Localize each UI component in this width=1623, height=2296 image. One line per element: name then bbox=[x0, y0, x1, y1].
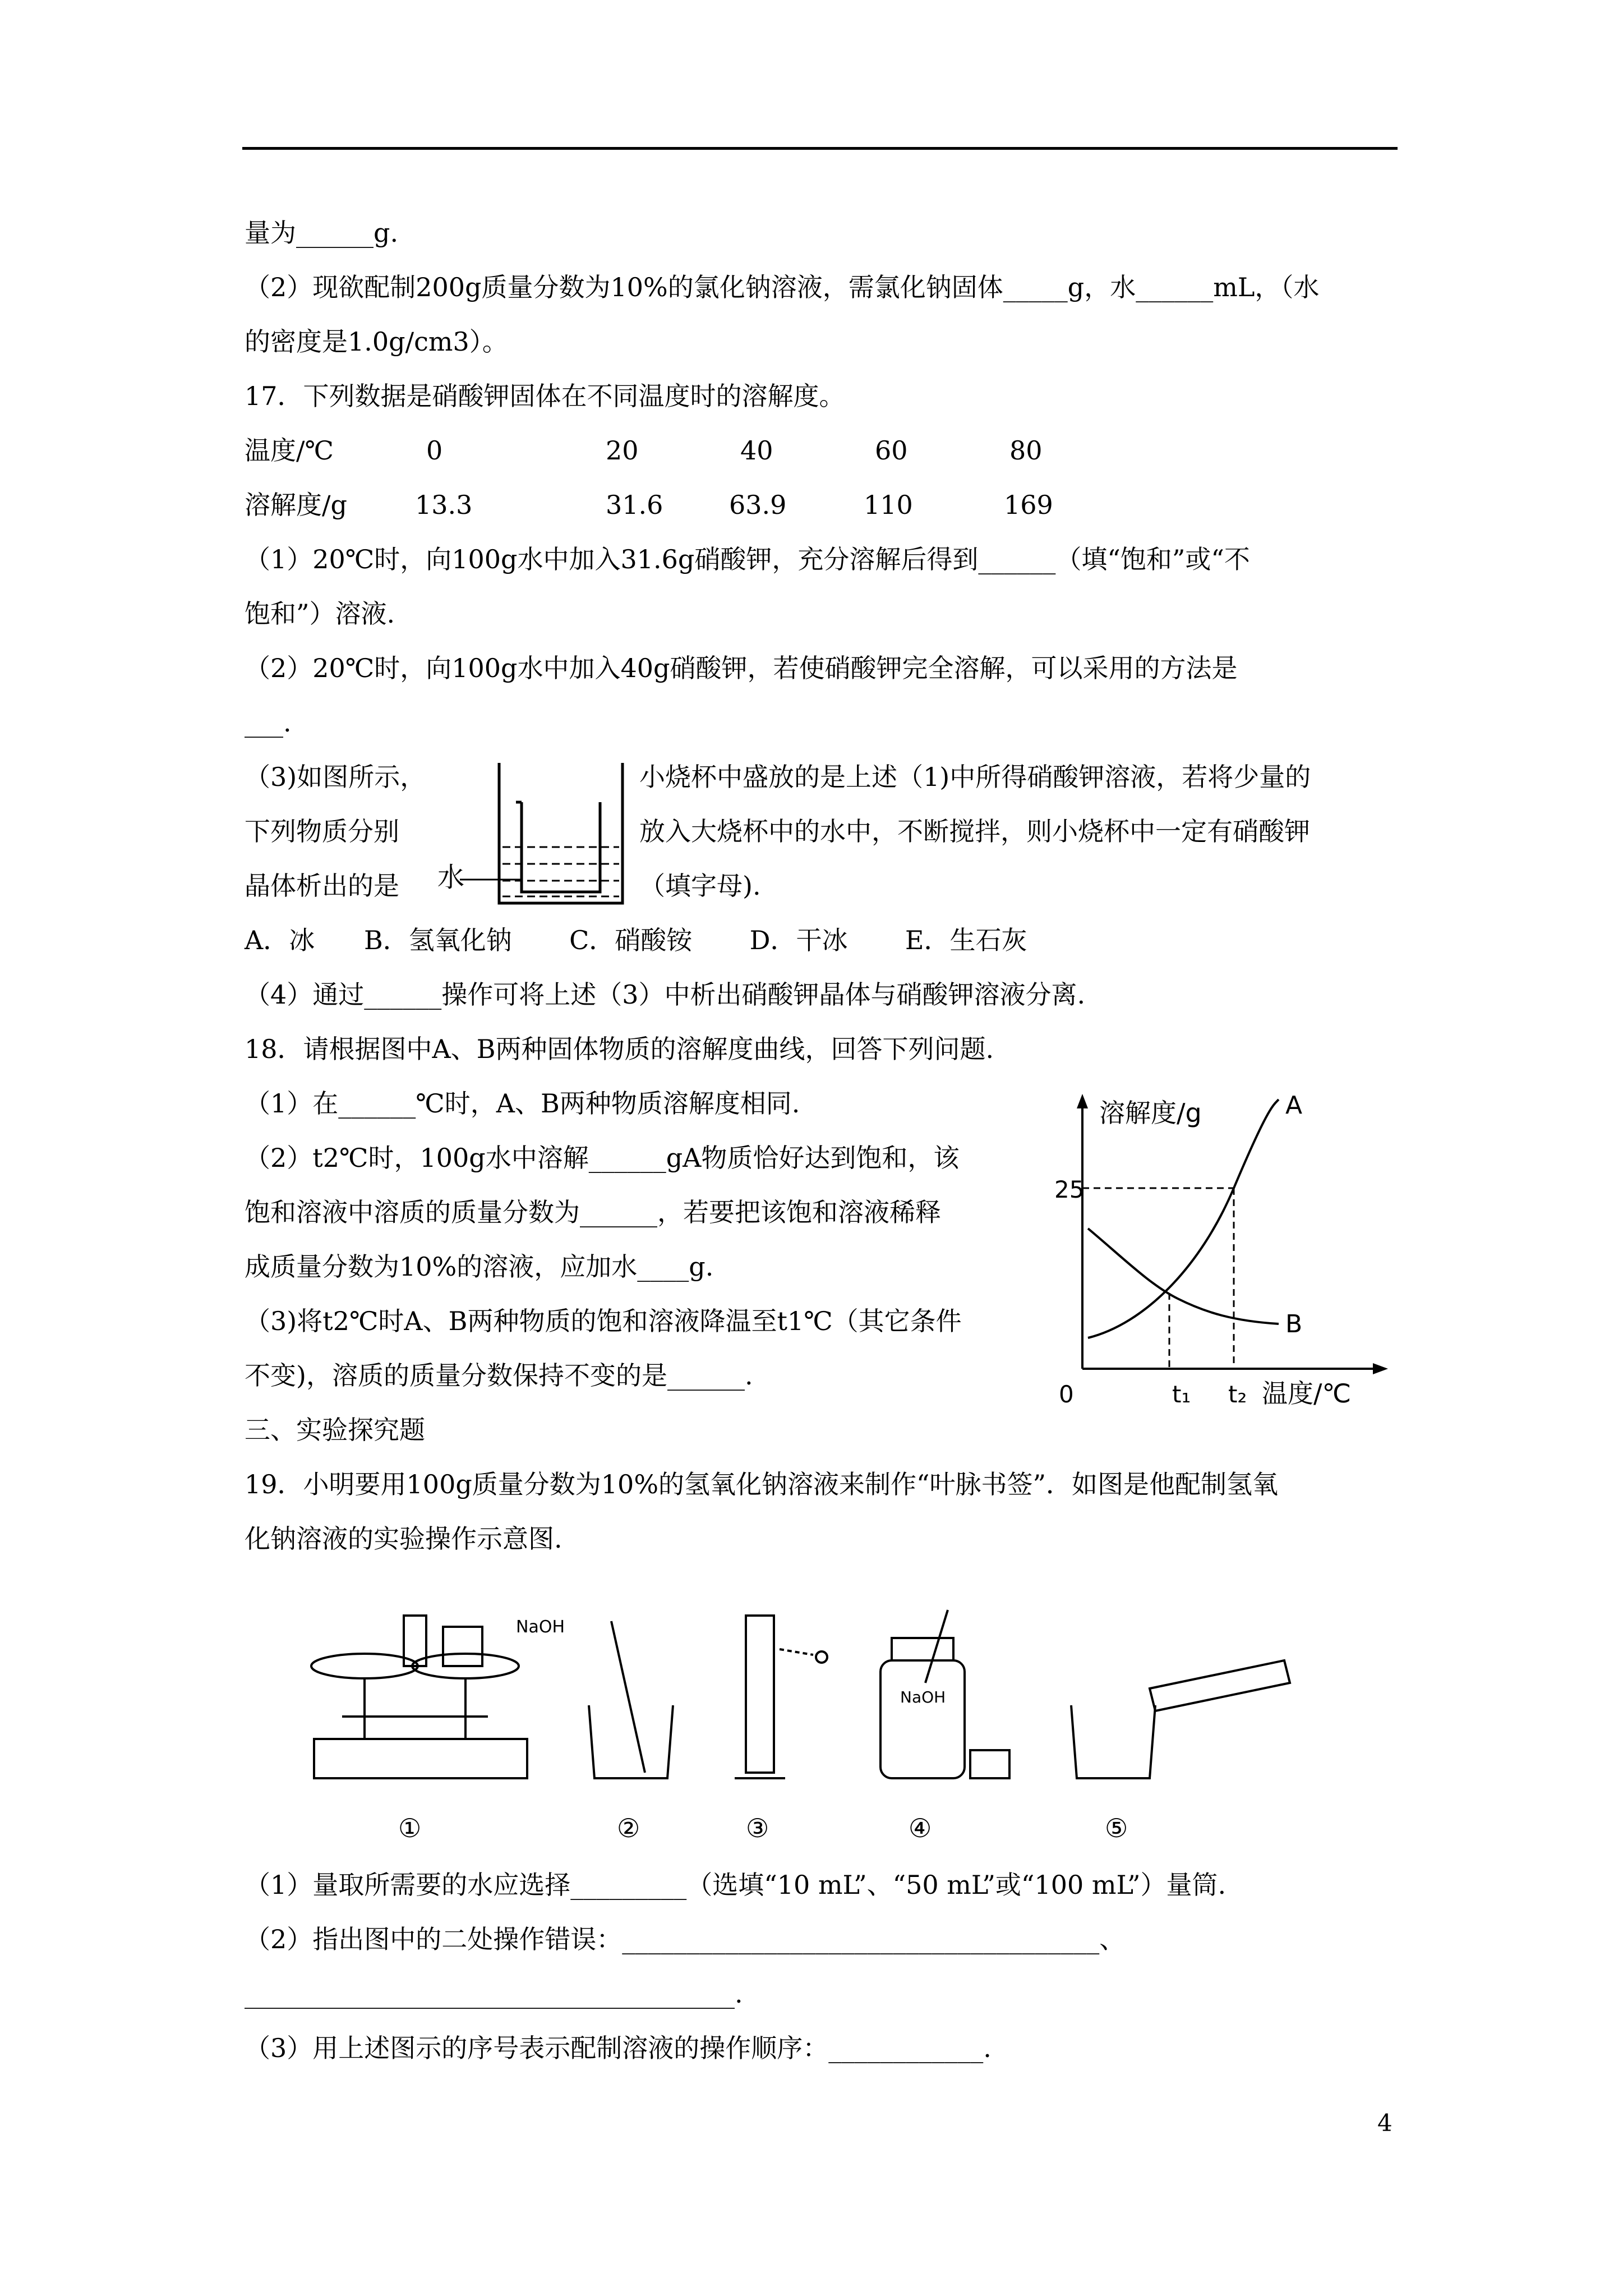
jar-label: NaOH bbox=[900, 1688, 946, 1706]
text-line: 饱和溶液中溶质的质量分数为______，若要把该饱和溶液稀释 bbox=[245, 1197, 941, 1227]
text-line: （1）量取所需要的水应选择_________（选填“10 mL”、“50 mL”或“100 mL”）量筒. bbox=[245, 1870, 1227, 1900]
origin-label: 0 bbox=[1059, 1381, 1074, 1408]
step-label: ④ bbox=[909, 1813, 932, 1843]
table-cell: 温度/℃ bbox=[245, 435, 334, 466]
measuring-cylinder-icon bbox=[735, 1616, 827, 1778]
page-number: 4 bbox=[1377, 2109, 1393, 2137]
stirring-beaker-icon bbox=[589, 1621, 673, 1778]
table-cell: 13.3 bbox=[415, 490, 473, 520]
table-cell: 40 bbox=[740, 435, 773, 466]
text-line: （3)将t2℃时A、B两种物质的饱和溶液降温至t1℃（其它条件 bbox=[245, 1306, 962, 1336]
large-beaker bbox=[499, 763, 623, 903]
y-axis-label: 溶解度/g bbox=[1099, 1098, 1202, 1128]
text-line: 下列物质分别 bbox=[245, 816, 399, 846]
balance-icon bbox=[311, 1616, 527, 1778]
section-heading: 三、实验探究题 bbox=[245, 1415, 425, 1445]
text-line: ______________________________________. bbox=[245, 1978, 743, 2009]
text-line: （4）通过______操作可将上述（3）中析出硝酸钾晶体与硝酸钾溶液分离. bbox=[245, 979, 1086, 1010]
beaker-figure bbox=[437, 752, 628, 909]
text-line: （2）t2℃时，100g水中溶解______gA物质恰好达到饱和，该 bbox=[245, 1143, 960, 1173]
text-line: ___. bbox=[245, 707, 292, 738]
y-axis-arrow bbox=[1077, 1094, 1088, 1108]
text-line: 小烧杯中盛放的是上述（1)中所得硝酸钾溶液，若将少量的 bbox=[639, 762, 1311, 792]
text-line: （3）用上述图示的序号表示配制溶液的操作顺序：____________. bbox=[245, 2033, 992, 2063]
x-tick-label: t₁ bbox=[1172, 1381, 1191, 1408]
series-b-label: B bbox=[1285, 1310, 1303, 1338]
table-cell: 60 bbox=[875, 435, 908, 466]
step-label: ② bbox=[617, 1813, 640, 1843]
water-lines bbox=[502, 847, 619, 896]
text-line: （填字母). bbox=[639, 871, 761, 901]
table-cell: 31.6 bbox=[606, 490, 663, 520]
y-tick-label: 25 bbox=[1054, 1176, 1085, 1203]
text-line: 饱和”）溶液. bbox=[245, 599, 395, 629]
table-cell: 溶解度/g bbox=[245, 490, 347, 520]
solubility-chart bbox=[1054, 1088, 1402, 1414]
text-line: 量为______g. bbox=[245, 218, 399, 248]
series-b-curve bbox=[1088, 1228, 1279, 1324]
table-cell: 169 bbox=[1004, 490, 1053, 520]
table-cell: 0 bbox=[426, 435, 443, 466]
series-a-label: A bbox=[1285, 1091, 1303, 1120]
table-cell: 80 bbox=[1009, 435, 1043, 466]
x-axis-label: 温度/℃ bbox=[1262, 1378, 1352, 1409]
text-line: 化钠溶液的实验操作示意图. bbox=[245, 1524, 562, 1554]
question-18: 18．请根据图中A、B两种固体物质的溶解度曲线，回答下列问题. bbox=[245, 1034, 994, 1064]
step-label: ① bbox=[398, 1813, 422, 1843]
header-rule bbox=[242, 147, 1398, 150]
step-label: ③ bbox=[746, 1813, 769, 1843]
text-line: 成质量分数为10%的溶液，应加水____g. bbox=[245, 1251, 714, 1282]
experiment-figure bbox=[297, 1599, 1363, 1851]
text-line: （1）20℃时，向100g水中加入31.6g硝酸钾，充分溶解后得到______（填“饱和”或“不 bbox=[245, 544, 1250, 574]
text-line: 放入大烧杯中的水中，不断搅拌，则小烧杯中一定有硝酸钾 bbox=[639, 816, 1310, 846]
text-line: A．冰 B．氢氧化钠 C．硝酸铵 D．干冰 E．生石灰 bbox=[245, 925, 1027, 955]
table-cell: 63.9 bbox=[729, 490, 787, 520]
text-line: （2）指出图中的二处操作错误：_____________________________________、 bbox=[245, 1924, 1126, 1954]
table-cell: 110 bbox=[864, 490, 913, 520]
table-cell: 20 bbox=[606, 435, 639, 466]
pouring-beaker-icon bbox=[1071, 1660, 1290, 1778]
text-line: （3)如图所示， bbox=[245, 762, 426, 792]
x-tick-label: t₂ bbox=[1228, 1381, 1247, 1408]
text-line: （1）在______℃时，A、B两种物质溶解度相同. bbox=[245, 1088, 800, 1119]
text-line: 不变)，溶质的质量分数保持不变的是______. bbox=[245, 1360, 753, 1391]
text-line: （2）20℃时，向100g水中加入40g硝酸钾，若使硝酸钾完全溶解，可以采用的方法是 bbox=[245, 653, 1238, 683]
text-line: 晶体析出的是 bbox=[245, 871, 399, 901]
question-17: 17．下列数据是硝酸钾固体在不同温度时的溶解度。 bbox=[245, 381, 845, 411]
text-line: （2）现欲配制200g质量分数为10%的氯化钠溶液，需氯化钠固体_____g，水______mL，（水 bbox=[245, 272, 1320, 302]
question-19: 19．小明要用100g质量分数为10%的氢氧化钠溶液来制作“叶脉书签”．如图是他配制氢氧 bbox=[245, 1469, 1279, 1499]
step-label: ⑤ bbox=[1105, 1813, 1128, 1843]
water-label: 水 bbox=[437, 862, 465, 893]
naoh-label: NaOH bbox=[516, 1617, 565, 1637]
x-axis-arrow bbox=[1373, 1363, 1388, 1374]
text-line: 的密度是1.0g/cm3）。 bbox=[245, 326, 508, 357]
